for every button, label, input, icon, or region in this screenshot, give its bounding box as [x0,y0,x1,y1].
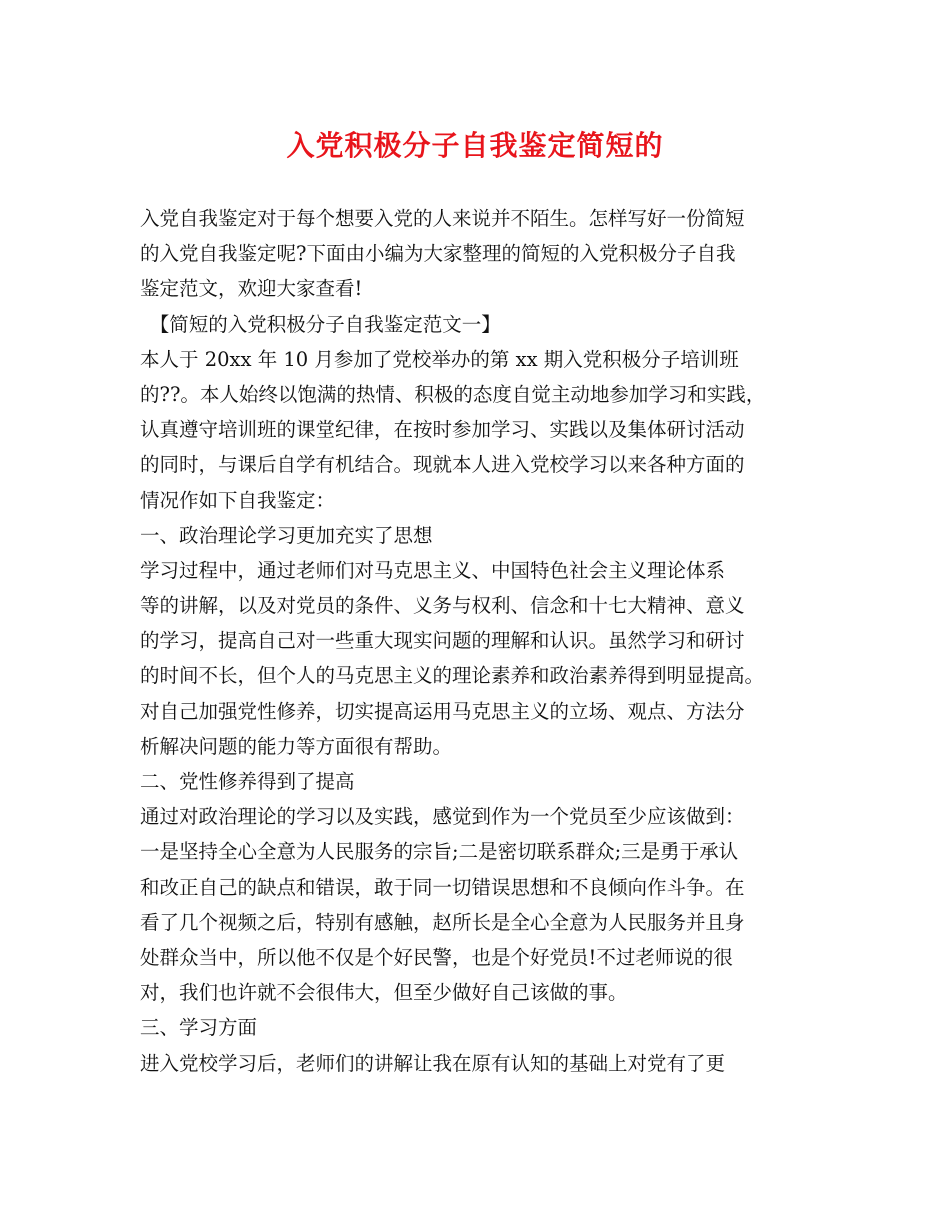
section-heading: 【简短的入党积极分子自我鉴定范文一】 [140,312,501,336]
text-line: 看了几个视频之后，特别有感触，赵所长是全心全意为人民服务并且身 [140,910,745,934]
text-line: 学习过程中，通过老师们对马克思主义、中国特色社会主义理论体系 [140,558,726,582]
text-line: 处群众当中，所以他不仅是个好民警，也是个好党员!不过老师说的很 [140,945,733,969]
section-heading: 一、政治理论学习更加充实了思想 [140,523,433,547]
text-line: 对自己加强党性修养，切实提高运用马克思主义的立场、观点、方法分 [140,699,745,723]
section-heading: 三、学习方面 [140,1016,258,1040]
text-line: 和改正自己的缺点和错误，敢于同一切错误思想和不良倾向作斗争。在 [140,875,745,899]
text-line: 本人于 20xx 年 10 月参加了党校举办的第 xx 期入党积极分子培训班 [140,347,739,371]
text-line: 的时间不长，但个人的马克思主义的理论素养和政治素养得到明显提高。 [140,664,765,688]
text-line: 的??。本人始终以饱满的热情、积极的态度自觉主动地参加学习和实践， [140,382,766,406]
text-line: 析解决问题的能力等方面很有帮助。 [140,734,453,758]
text-line: 通过对政治理论的学习以及实践，感觉到作为一个党员至少应该做到： [140,805,745,829]
document-body [140,201,812,1081]
text-line: 的入党自我鉴定呢?下面由小编为大家整理的简短的入党积极分子自我 [140,242,736,266]
text-line: 对，我们也许就不会很伟大，但至少做好自己该做的事。 [140,981,628,1005]
text-line: 鉴定范文，欢迎大家查看! [140,277,363,301]
section-heading: 二、党性修养得到了提高 [140,770,355,793]
text-line: 一是坚持全心全意为人民服务的宗旨;二是密切联系群众;三是勇于承认 [140,840,739,864]
text-line: 入党自我鉴定对于每个想要入党的人来说并不陌生。怎样写好一份简短 [140,207,745,230]
text-line: 等的讲解，以及对党员的条件、义务与权利、信念和十七大精神、意义 [140,594,745,618]
document-title: 入党积极分子自我鉴定简短的 [286,129,664,162]
text-line: 的同时，与课后自学有机结合。现就本人进入党校学习以来各种方面的 [140,453,745,477]
text-line: 情况作如下自我鉴定： [140,488,336,512]
text-line: 的学习，提高自己对一些重大现实问题的理解和认识。虽然学习和研讨 [140,629,745,653]
text-line: 进入党校学习后，老师们的讲解让我在原有认知的基础上对党有了更 [140,1051,726,1075]
text-line: 认真遵守培训班的课堂纪律，在按时参加学习、实践以及集体研讨活动 [140,418,745,442]
